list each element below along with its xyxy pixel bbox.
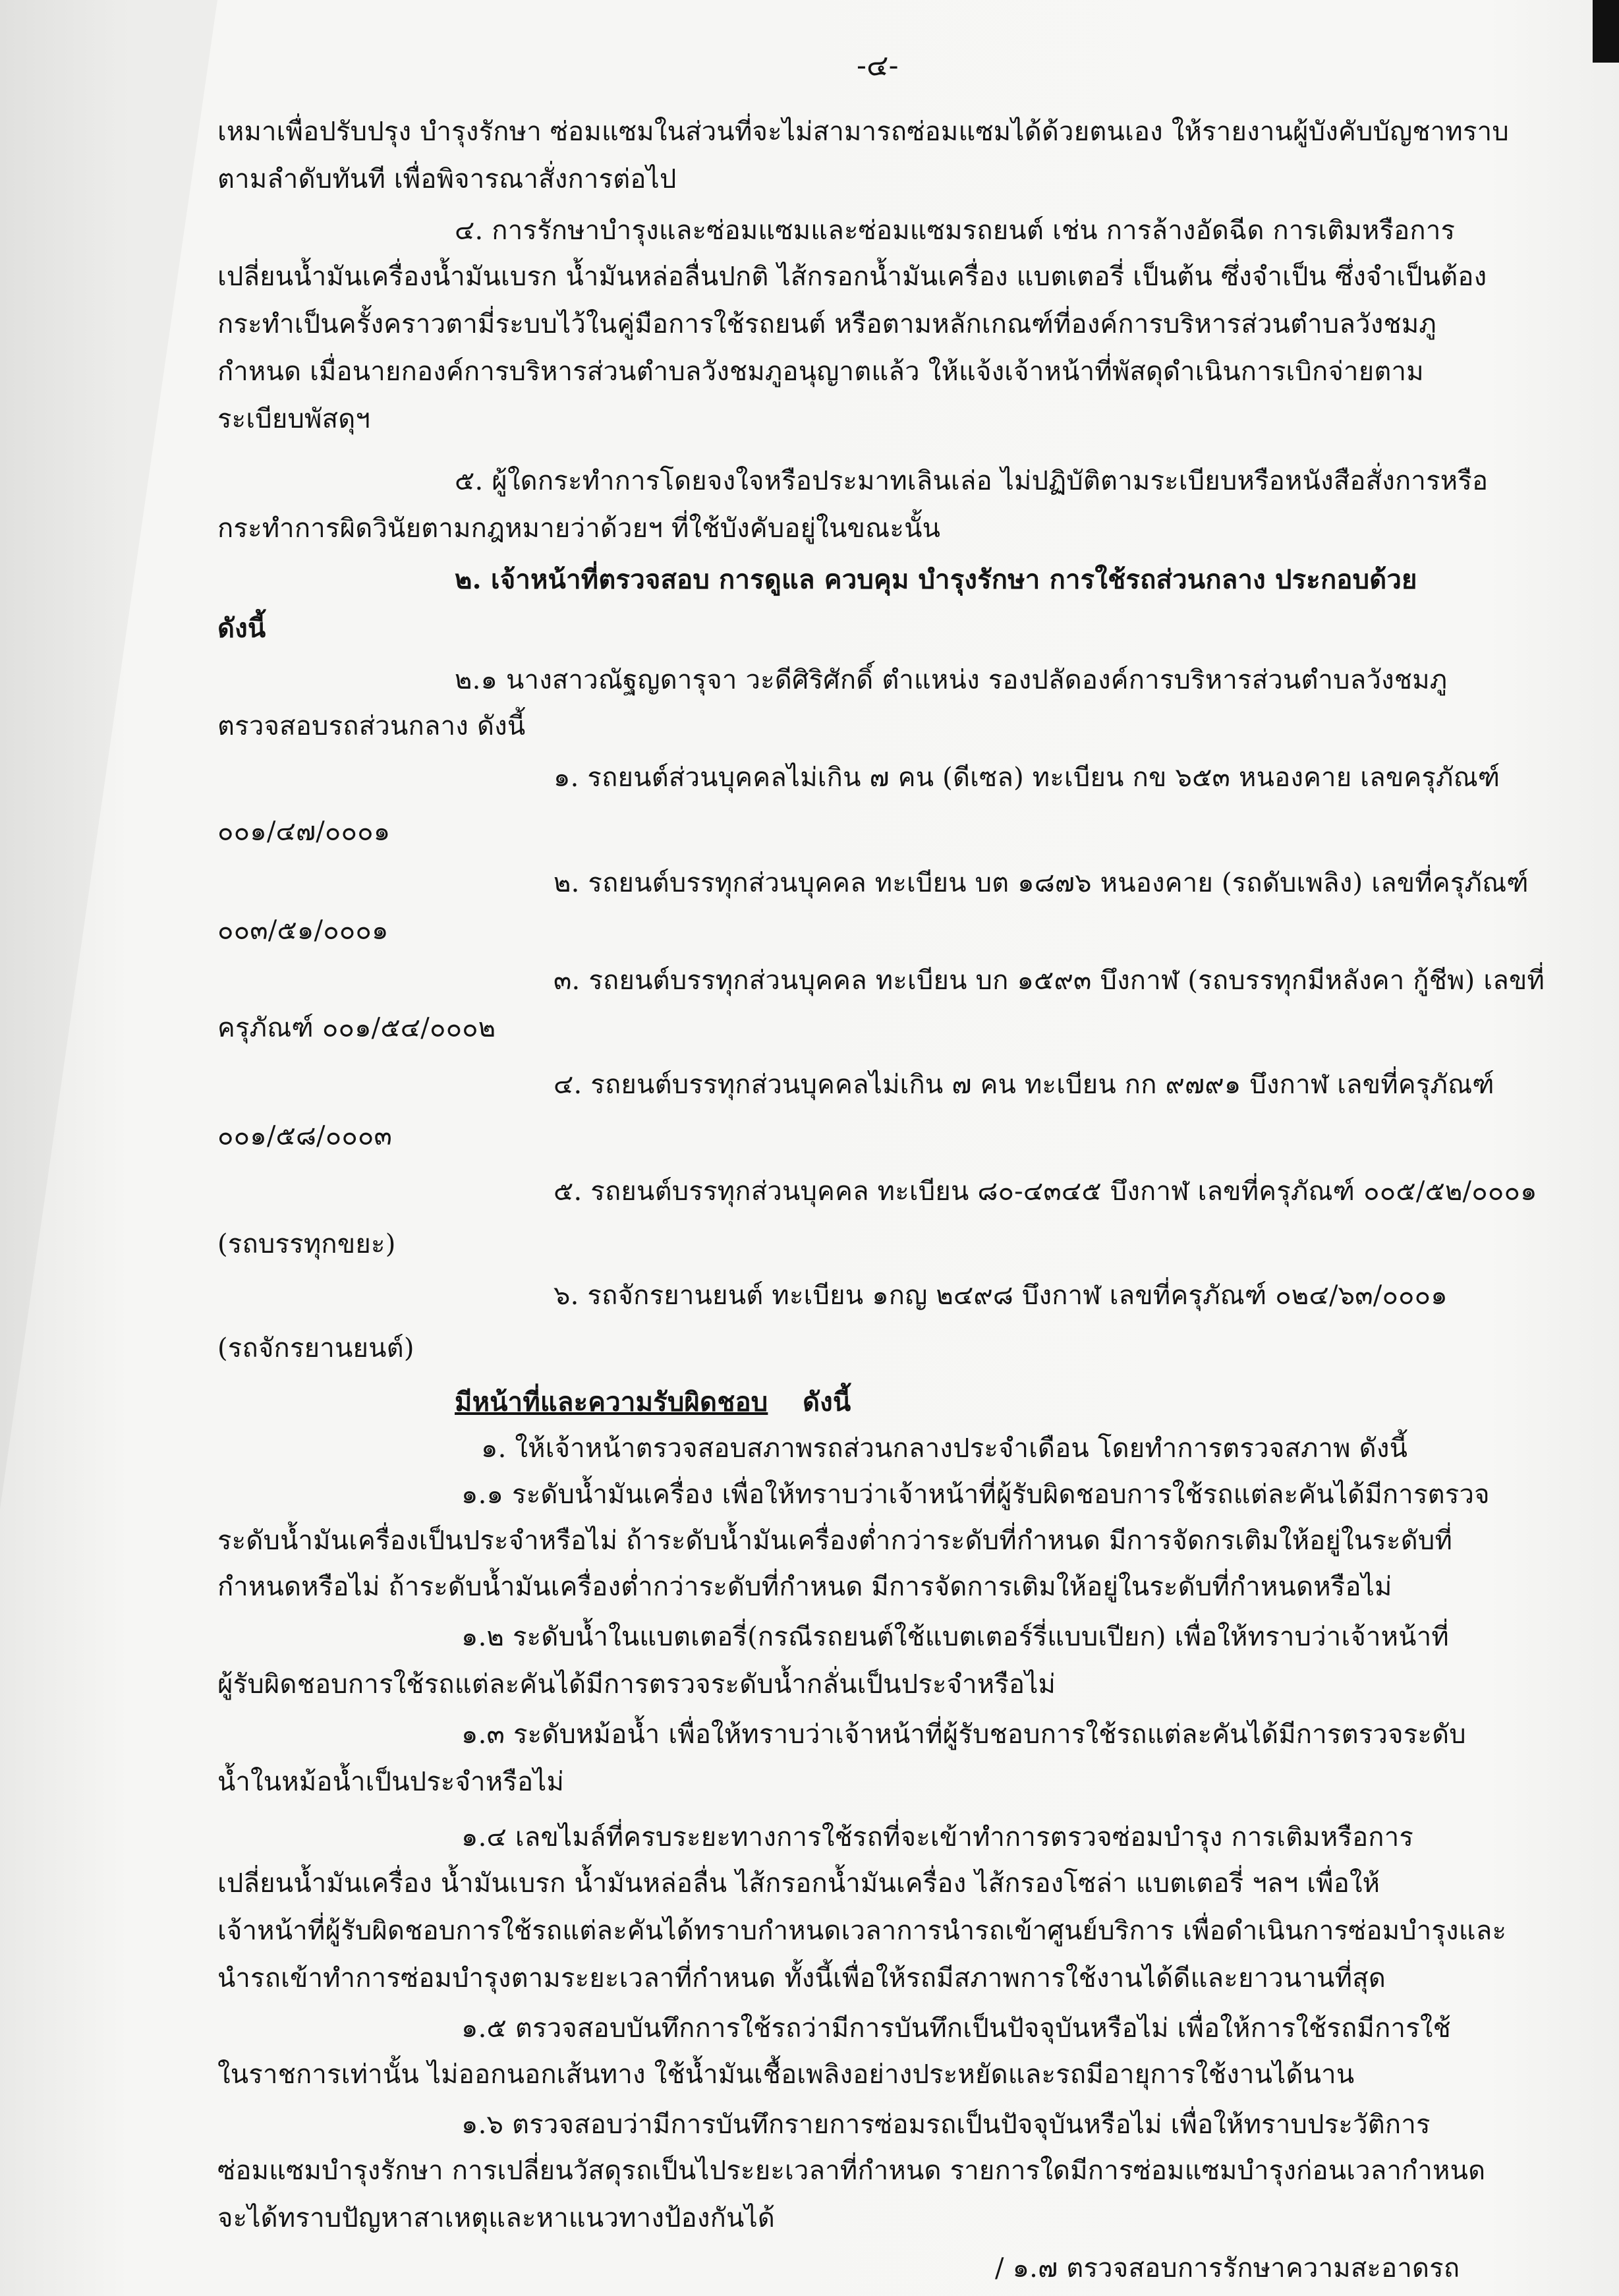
list-item: ๕. รถยนต์บรรทุกส่วนบุคคล ทะเบียน ๘๐-๔๓๔๕ บึงกาฬ เลขที่ครุภัณฑ์ ๐๐๕/๕๒/๐๐๐๑	[554, 1176, 1537, 1207]
page-number: -๔-	[857, 49, 899, 82]
duties-heading: มีหน้าที่และความรับผิดชอบ	[455, 1387, 768, 1418]
paragraph-line: ในราชการเท่านั้น ไม่ออกนอกเส้นทาง ใช้น้ำมันเชื้อเพลิงอย่างประหยัดและรถมีอายุการใช้งานได้นาน	[217, 2059, 1355, 2090]
paragraph-line: จะได้ทราบปัญหาสาเหตุและหาแนวทางป้องกันได้	[217, 2203, 776, 2233]
paragraph-line: ๑.๒ ระดับน้ำในแบตเตอรี่(กรณีรถยนต์ใช้แบตเตอร์รี่แบบเปียก) เพื่อให้ทราบว่าเจ้าหน้าที่	[461, 1622, 1449, 1652]
paragraph-line: เจ้าหน้าที่ผู้รับผิดชอบการใช้รถแต่ละคันได้ทราบกำหนดเวลาการนำรถเข้าศูนย์บริการ เพื่อดำเนินการซ่อมบำรุงและ	[217, 1916, 1507, 1946]
paragraph-line: ๕. ผู้ใดกระทำการโดยจงใจหรือประมาทเลินเล่อ ไม่ปฏิบัติตามระเบียบหรือหนังสือสั่งการหรือ	[455, 466, 1489, 496]
list-item: ครุภัณฑ์ ๐๐๑/๕๔/๐๐๐๒	[217, 1013, 496, 1043]
paragraph-line: ๑.๖ ตรวจสอบว่ามีการบันทึกรายการซ่อมรถเป็นปัจจุบันหรือไม่ เพื่อให้ทราบประวัติการ	[461, 2109, 1431, 2140]
paragraph-line: ๔. การรักษาบำรุงและซ่อมแซมและซ่อมแซมรถยนต์ เช่น การล้างอัดฉีด การเติมหรือการ	[455, 215, 1456, 246]
list-item: ๐๐๑/๔๗/๐๐๐๑	[217, 817, 391, 847]
paragraph-line: ตรวจสอบรถส่วนกลาง ดังนี้	[217, 711, 526, 741]
paragraph-line: กำหนด เมื่อนายกองค์การบริหารส่วนตำบลวังชมภูอนุญาตแล้ว ให้แจ้งเจ้าหน้าที่พัสดุดำเนินการเบิกจ่ายตาม	[217, 357, 1424, 387]
list-item: ๐๐๑/๕๘/๐๐๐๓	[217, 1121, 393, 1151]
paragraph-line: ๒.๑ นางสาวณัฐญดารุจา วะดีศิริศักดิ์ ตำแหน่ง รองปลัดองค์การบริหารส่วนตำบลวังชมภู	[455, 665, 1448, 695]
list-item: ๐๐๓/๕๑/๐๐๐๑	[217, 915, 389, 946]
paragraph-line: ตามลำดับทันที เพื่อพิจารณาสั่งการต่อไป	[217, 164, 677, 194]
paragraph-line: ระเบียบพัสดุฯ	[217, 404, 371, 434]
paragraph-line: น้ำในหม้อน้ำเป็นประจำหรือไม่	[217, 1767, 565, 1797]
section-heading: ดังนี้	[217, 613, 266, 644]
paragraph-line: กระทำเป็นครั้งคราวตามี่ระบบไว้ในคู่มือการใช้รถยนต์ หรือตามหลักเกณฑ์ที่องค์การบริหารส่วนตำบลวังชมภู	[217, 309, 1436, 339]
page-fold-shadow	[0, 0, 217, 1509]
duties-heading-suffix: ดังนี้	[803, 1387, 851, 1418]
list-item: ๑. รถยนต์ส่วนบุคคลไม่เกิน ๗ คน (ดีเซล) ทะเบียน กข ๖๕๓ หนองคาย เลขครุภัณฑ์	[554, 762, 1500, 793]
list-item: (รถจักรยานยนต์)	[217, 1333, 414, 1363]
paragraph-line: ๑.๓ ระดับหม้อน้ำ เพื่อให้ทราบว่าเจ้าหน้าที่ผู้รับชอบการใช้รถแต่ละคันได้มีการตรวจระดับ	[461, 1719, 1466, 1750]
list-item: ๖. รถจักรยานยนต์ ทะเบียน ๑กญ ๒๔๙๘ บึงกาฬ เลขที่ครุภัณฑ์ ๐๒๔/๖๓/๐๐๐๑	[554, 1280, 1448, 1311]
list-item: ๔. รถยนต์บรรทุกส่วนบุคคลไม่เกิน ๗ คน ทะเบียน กก ๙๗๙๑ บึงกาฬ เลขที่ครุภัณฑ์	[554, 1070, 1494, 1100]
paragraph-line: ผู้รับผิดชอบการใช้รถแต่ละคันได้มีการตรวจระดับน้ำกลั่นเป็นประจำหรือไม่	[217, 1669, 1056, 1700]
paragraph-line: เปลี่ยนน้ำมันเครื่อง น้ำมันเบรก น้ำมันหล่อลื่น ไส้กรอกน้ำมันเครื่อง ไส้กรองโซล่า แบตเตอรี่ ฯลฯ เพื่อให้	[217, 1868, 1380, 1899]
list-item: ๓. รถยนต์บรรทุกส่วนบุคคล ทะเบียน บก ๑๕๙๓ บึงกาฬ (รถบรรทุกมีหลังคา กู้ชีพ) เลขที่	[554, 965, 1545, 996]
paragraph-line: เปลี่ยนน้ำมันเครื่องน้ำมันเบรก น้ำมันหล่อลื่นปกติ ไส้กรอกน้ำมันเครื่อง แบตเตอรี่ เป็นต้น ซึ่งจำเป็น ซึ่งจำเป็นต้อง	[217, 262, 1487, 292]
paragraph-line: ระดับน้ำมันเครื่องเป็นประจำหรือไม่ ถ้าระดับน้ำมันเครื่องต่ำกว่าระดับที่กำหนด มีการจัดกรเติมให้อยู่ในระดับที่	[217, 1526, 1453, 1556]
paragraph-line: เหมาเพื่อปรับปรุง บำรุงรักษา ซ่อมแซมในส่วนที่จะไม่สามารถซ่อมแซมได้ด้วยตนเอง ให้รายงานผู้บังคับบัญชาทราบ	[217, 117, 1509, 147]
paragraph-line: ๑.๔ เลขไมล์ที่ครบระยะทางการใช้รถที่จะเข้าทำการตรวจซ่อมบำรุง การเติมหรือการ	[461, 1822, 1414, 1852]
section-heading: ๒. เจ้าหน้าที่ตรวจสอบ การดูแล ควบคุม บำรุงรักษา การใช้รถส่วนกลาง ประกอบด้วย	[455, 564, 1417, 595]
continuation-note: / ๑.๗ ตรวจสอบการรักษาความสะอาดรถ	[995, 2253, 1460, 2283]
paragraph-line: ซ่อมแซมบำรุงรักษา การเปลี่ยนวัสดุรถเป็นไประยะเวลาที่กำหนด รายการใดมีการซ่อมแซมบำรุงก่อนเวลากำหนด	[217, 2156, 1486, 2186]
list-item: ๒. รถยนต์บรรทุกส่วนบุคคล ทะเบียน บต ๑๘๗๖ หนองคาย (รถดับเพลิง) เลขที่ครุภัณฑ์	[554, 868, 1529, 898]
paragraph-line: ๑.๑ ระดับน้ำมันเครื่อง เพื่อให้ทราบว่าเจ้าหน้าที่ผู้รับผิดชอบการใช้รถแต่ละคันได้มีการตรวจ	[461, 1479, 1490, 1510]
paragraph-line: นำรถเข้าทำการซ่อมบำรุงตามระยะเวลาที่กำหนด ทั้งนี้เพื่อให้รถมีสภาพการใช้งานได้ดีและยาวนานที่สุด	[217, 1963, 1386, 1994]
list-item: (รถบรรทุกขยะ)	[217, 1229, 396, 1259]
paragraph-line: ๑. ให้เจ้าหน้าตรวจสอบสภาพรถส่วนกลางประจำเดือน โดยทำการตรวจสภาพ ดังนี้	[481, 1433, 1408, 1464]
paragraph-line: กระทำการผิดวินัยตามกฎหมายว่าด้วยฯ ที่ใช้บังคับอยู่ในขณะนั้น	[217, 513, 941, 544]
scan-edge	[1593, 0, 1619, 63]
paragraph-line: ๑.๕ ตรวจสอบบันทึกการใช้รถว่ามีการบันทึกเป็นปัจจุบันหรือไม่ เพื่อให้การใช้รถมีการใช้	[461, 2013, 1451, 2044]
paragraph-line: กำหนดหรือไม่ ถ้าระดับน้ำมันเครื่องต่ำกว่าระดับที่กำหนด มีการจัดการเติมให้อยู่ในระดับที่กำหนดหรือไม่	[217, 1572, 1392, 1602]
